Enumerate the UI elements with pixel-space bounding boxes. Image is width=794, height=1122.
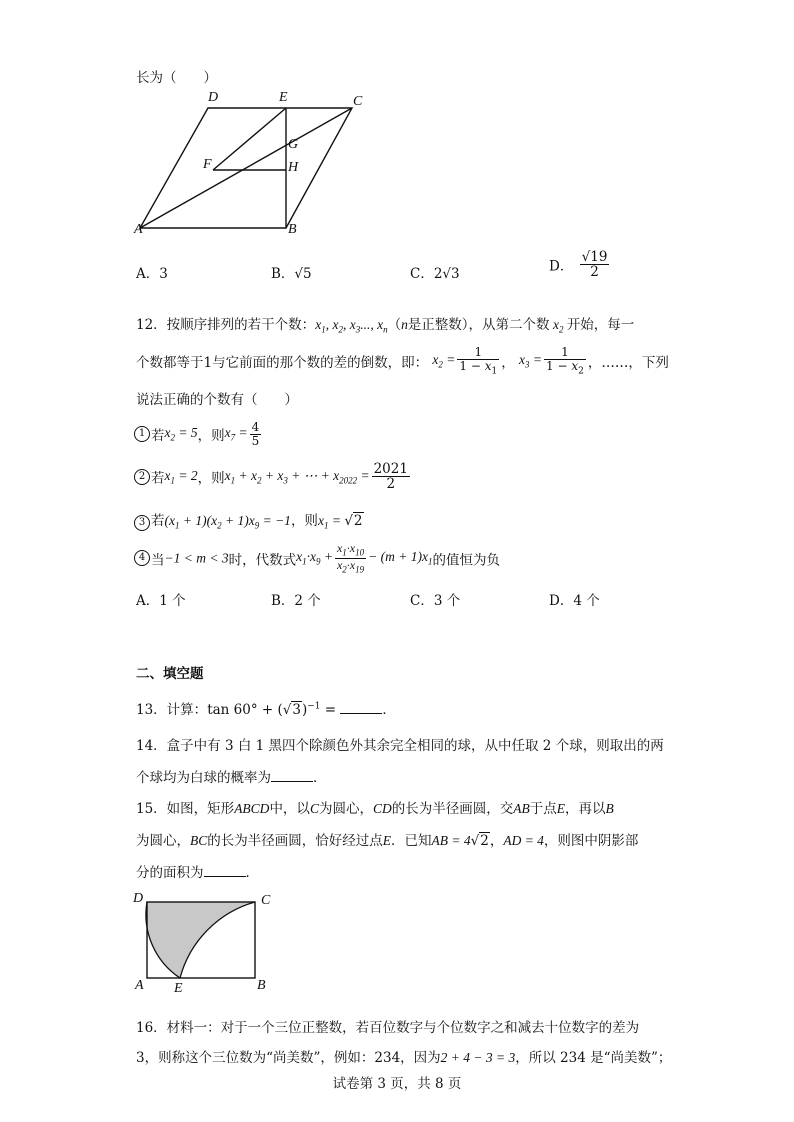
text: ， <box>489 833 504 849</box>
text: （ <box>387 317 402 333</box>
text: 的长为半径画圆，恰好经过点 <box>207 833 383 849</box>
frac-den: 2 <box>590 264 599 281</box>
text: ，则 <box>197 470 225 487</box>
answer-blank[interactable] <box>271 769 313 782</box>
var: ABCD <box>234 801 270 816</box>
text: 个球均为白球的概率为 <box>136 770 271 786</box>
text: ． <box>382 702 396 718</box>
var: B <box>605 801 614 816</box>
option-value: 4 个 <box>573 593 600 609</box>
text: 若 <box>151 513 165 529</box>
text: 时，代数式 <box>228 552 297 569</box>
q12-option-d[interactable] <box>549 589 600 609</box>
text: 分的面积为 <box>136 865 204 881</box>
text: 的长为半径画圆，交 <box>391 801 514 817</box>
answer-blank[interactable] <box>204 864 246 877</box>
text: 中，以 <box>269 801 310 817</box>
text: ．已知 <box>391 833 432 849</box>
text: ，……，下列 <box>587 355 669 372</box>
text: 的值恒为负 <box>432 552 500 569</box>
text: ，再以 <box>564 801 606 817</box>
text: ，则图中阴影部 <box>543 833 639 849</box>
option-value: 3 个 <box>433 593 461 609</box>
label-G: G <box>288 137 299 152</box>
q11-option-a[interactable] <box>136 262 168 282</box>
q12-option-c[interactable] <box>410 589 460 609</box>
q12-option-b[interactable] <box>271 589 321 609</box>
label-E: E <box>174 981 183 996</box>
q12-line1: 12．按顺序排列的若干个数：$x_1$, $x_2$, $x_3$..., $x_n(n$是正整数），从第二个数 $x_2$ 开始，每一 <box>136 317 635 335</box>
option-value: 2√3 <box>433 266 460 282</box>
segment-fe <box>213 108 286 170</box>
q13-line: 13．计算：$\tan 60^\circ + (√3)^{-1}$ = ． <box>136 701 396 718</box>
text: 是正整数），从第二个数 <box>407 317 550 333</box>
text: 个数都等于1与它前面的那个数的差的倒数，即： <box>136 355 429 372</box>
text: 若 <box>151 470 165 487</box>
option-letter: B． <box>271 266 295 282</box>
q12-statement-3: 3 若$(x_1 + 1)(x_2 + 1)x_9 = -1$，则$x_1 = √2$ <box>134 509 364 531</box>
q15-rectangle-figure <box>140 895 270 985</box>
option-letter: A． <box>136 593 160 609</box>
var: E <box>382 833 392 848</box>
text: 若 <box>151 428 165 445</box>
option-letter: A． <box>136 266 160 282</box>
text: 3，则称这个三位数为“尚美数”，例如：234，因为 <box>136 1050 441 1066</box>
answer-blank[interactable] <box>340 701 382 714</box>
q16-line1: 16．材料一：对于一个三位正整数，若百位数字与个位数字之和减去十位数字的差为 <box>136 1020 640 1036</box>
q16-line2: 3，则称这个三位数为“尚美数”，例如：234，因为2 + 4 − 3 = 3，所以 234 是“尚美数”； <box>136 1050 672 1066</box>
text: 为圆心， <box>318 801 373 817</box>
frac-den: 2 <box>386 476 396 493</box>
label-B: B <box>257 978 266 993</box>
option-letter: B． <box>271 593 295 609</box>
frac-num: 2021 <box>373 461 408 477</box>
option-value: 2 个 <box>294 593 321 609</box>
q12-statement-4: 4 当−1 < m < 3时，代数式$x_1\cdot x_9$ + $\frac{x_1\cdot x_{10}}{x_2\cdot x_{19}}$ − $(m + 1)x_1$的值恒为负 <box>134 542 500 575</box>
option-letter: D． <box>549 593 574 609</box>
q12-statement-1: 1 若$x_2 = 5$，则$x_7$ = $\frac{4}{5}$ <box>134 421 263 447</box>
text: 12．按顺序排列的若干个数： <box>136 317 316 333</box>
var-n: n <box>401 317 408 332</box>
var: C <box>309 801 319 816</box>
shaded-region <box>146 902 255 978</box>
q15-line2: 为圆心，BC的长为半径画圆，恰好经过点E．已知AB = 4√2，AD = 4，则图中阴影部 <box>136 833 639 849</box>
q12-statement-2: 2 若$x_1 = 2$，则$x_1 + x_2 + x_3$ + ⋯ + $x_{2022}$ = $\frac{2021}{2}$ <box>134 462 412 491</box>
diagonal-ac <box>140 108 352 228</box>
q14-line1: 14．盒子中有 3 白 1 黑四个除颜色外其余完全相同的球，从中任取 2 个球，则取出的两 <box>136 738 664 754</box>
text: ． <box>313 770 327 786</box>
var: AB <box>513 801 530 816</box>
q11-stem-tail: 长为（ ） <box>136 70 217 86</box>
text: 当 <box>151 552 165 569</box>
q12-line3: 说法正确的个数有（ ） <box>136 392 298 408</box>
label-C: C <box>353 94 363 109</box>
text: 于点 <box>529 801 557 817</box>
label-A: A <box>135 978 144 993</box>
option-letter: C． <box>410 266 434 282</box>
q12-option-a[interactable] <box>136 589 186 609</box>
q11-option-c[interactable] <box>410 262 460 282</box>
option-letter: C． <box>410 593 434 609</box>
var: CD <box>372 801 392 816</box>
option-value: √5 <box>294 266 312 282</box>
text: 13．计算： <box>136 702 208 718</box>
label-D: D <box>208 90 219 105</box>
q15-line1 <box>136 797 614 817</box>
label-E: E <box>279 90 288 105</box>
text: ，则 <box>290 513 318 529</box>
option-value: 3 <box>159 266 168 282</box>
option-value: 1 个 <box>159 593 186 609</box>
label-D: D <box>133 891 144 906</box>
label-B: B <box>288 222 297 237</box>
text: ． <box>245 865 259 881</box>
var: E <box>556 801 565 816</box>
text: ，则 <box>197 428 225 445</box>
label-H: H <box>288 160 299 175</box>
text: 开始，每一 <box>566 317 635 333</box>
var: BC <box>190 833 208 848</box>
page-footer: 试卷第 3 页，共 8 页 <box>332 1076 462 1092</box>
option-letter: D． <box>549 258 574 275</box>
q15-line3 <box>136 861 259 881</box>
q12-line2: 个数都等于1与它前面的那个数的差的倒数，即： $x_2$ = $\frac{1}{1 - x_1}$ ， $x_3$ = $\frac{1}{1 - x_2}$ ，……，下列 <box>136 345 669 376</box>
q11-parallelogram-figure <box>130 86 380 246</box>
text: 15．如图，矩形 <box>136 801 235 817</box>
q11-option-d[interactable] <box>549 250 611 279</box>
text: ，所以 234 是“尚美数”； <box>515 1050 672 1066</box>
section-title: 二、填空题 <box>136 666 204 682</box>
q11-option-b[interactable] <box>271 262 312 282</box>
label-A: A <box>134 222 143 237</box>
text: 为圆心， <box>136 833 190 849</box>
label-C: C <box>261 893 271 908</box>
q14-line2 <box>136 766 327 786</box>
frac-num: √19 <box>581 249 608 265</box>
label-F: F <box>203 157 212 172</box>
